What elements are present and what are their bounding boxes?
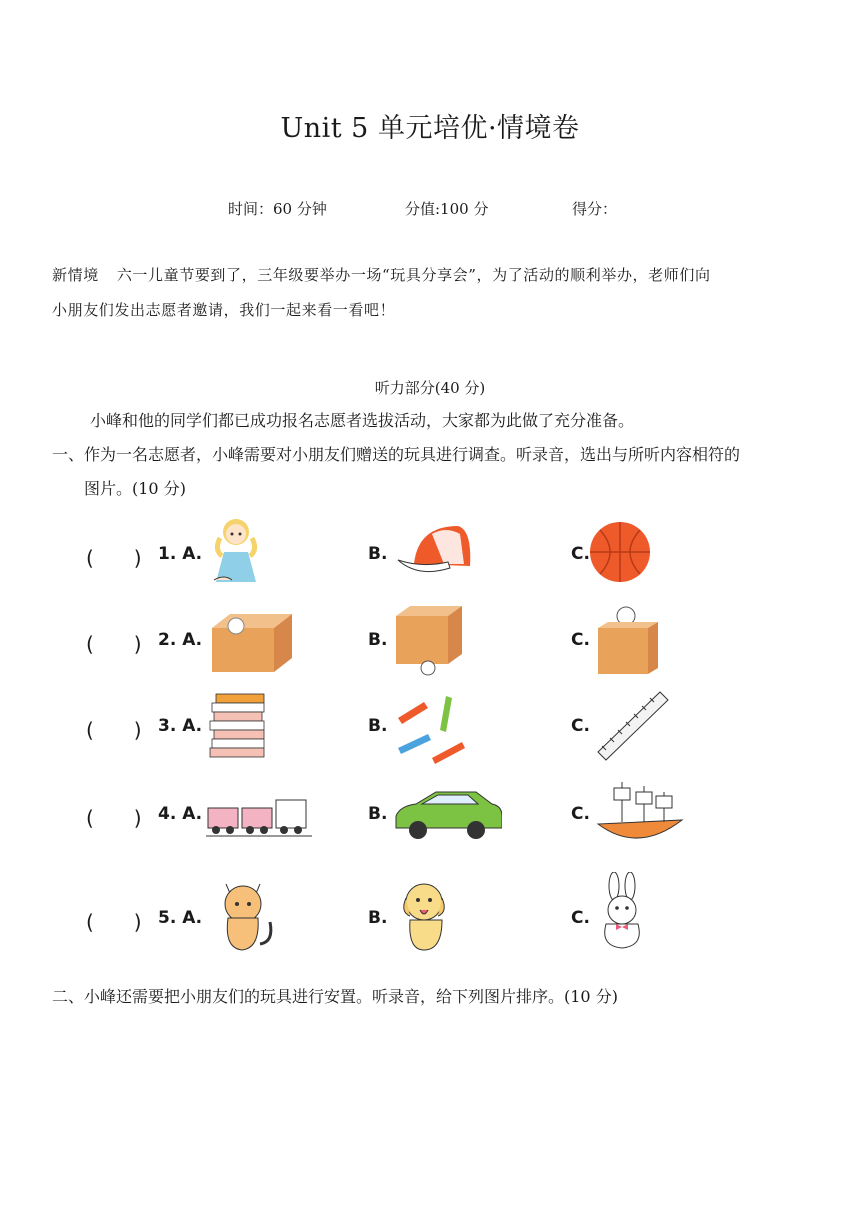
- ship-icon: [594, 778, 704, 858]
- question-row-3: [0, 684, 860, 774]
- answer-blank[interactable]: ( ): [86, 806, 142, 830]
- answer-blank[interactable]: ( ): [86, 718, 142, 742]
- question-row-5: [0, 872, 860, 962]
- intro-line-2: 小朋友们发出志愿者邀请，我们一起来看一看吧！: [52, 301, 396, 319]
- question-number: 3. A.: [158, 716, 203, 736]
- option-b-label: B.: [368, 544, 388, 564]
- question-row-4: [0, 772, 860, 862]
- books-icon: [206, 688, 316, 768]
- cap-icon: [392, 514, 502, 594]
- option-c-label: C.: [571, 908, 590, 928]
- intro-line-1: [52, 258, 822, 292]
- doll-icon: [206, 512, 316, 592]
- ball-in-box-icon: [206, 600, 316, 680]
- question-1-instruction-cont: 图片。(10 分): [84, 479, 186, 498]
- question-number: 4. A.: [158, 804, 203, 824]
- option-c-label: C.: [571, 544, 590, 564]
- option-b-label: B.: [368, 716, 388, 736]
- answer-blank[interactable]: ( ): [86, 910, 142, 934]
- got-label: 得分：: [572, 200, 618, 218]
- score-label: 分值:100 分: [405, 200, 489, 218]
- option-b-label: B.: [368, 804, 388, 824]
- time-label: 时间：60 分钟: [228, 200, 327, 218]
- answer-blank[interactable]: ( ): [86, 546, 142, 570]
- question-number: 1. A.: [158, 544, 203, 564]
- cat-icon: [206, 874, 316, 954]
- option-b-label: B.: [368, 630, 388, 650]
- option-c-label: C.: [571, 716, 590, 736]
- option-c-label: C.: [571, 630, 590, 650]
- question-row-2: [0, 598, 860, 688]
- ball-on-box-icon: [596, 602, 706, 682]
- pencils-icon: [392, 688, 502, 768]
- train-icon: [206, 786, 316, 866]
- rabbit-icon: [594, 872, 704, 952]
- option-b-label: B.: [368, 908, 388, 928]
- question-2-instruction: 二、小峰还需要把小朋友们的玩具进行安置。听录音，给下列图片排序。(10 分): [52, 987, 618, 1006]
- ball-under-box-icon: [392, 602, 502, 682]
- question-row-1: [0, 510, 860, 600]
- intro-text-1: 六一儿童节要到了，三年级要举办一场“玩具分享会”，为了活动的顺利举办，老师们向: [116, 266, 711, 284]
- page-title: Unit 5 单元培优·情境卷: [280, 113, 580, 144]
- question-number: 2. A.: [158, 630, 203, 650]
- listening-intro: 小峰和他的同学们都已成功报名志愿者选拔活动，大家都为此做了充分准备。: [90, 411, 635, 430]
- question-1-instruction: 一、作为一名志愿者，小峰需要对小朋友们赠送的玩具进行调查。听录音，选出与所听内容相符的: [52, 445, 741, 464]
- listening-title: 听力部分(40 分): [374, 379, 486, 397]
- answer-blank[interactable]: ( ): [86, 632, 142, 656]
- basketball-icon: [590, 516, 700, 596]
- option-c-label: C.: [571, 804, 590, 824]
- ruler-icon: [594, 690, 704, 770]
- question-number: 5. A.: [158, 908, 203, 928]
- car-icon: [392, 786, 502, 866]
- dog-icon: [392, 876, 502, 956]
- intro-label: 新情境: [52, 266, 99, 284]
